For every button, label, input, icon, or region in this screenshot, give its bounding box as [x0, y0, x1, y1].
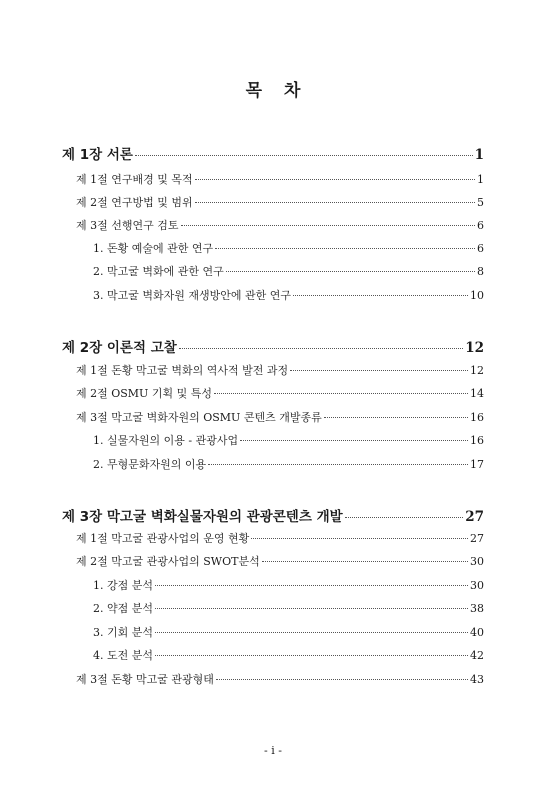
- page-title-char: 목: [245, 81, 262, 101]
- toc-entry-sub[interactable]: [62, 263, 484, 279]
- dot-leader: [240, 433, 468, 444]
- dot-leader: [262, 554, 468, 565]
- dot-leader: [226, 264, 475, 275]
- toc-entry-section[interactable]: [62, 530, 484, 546]
- toc-entry-sub[interactable]: [62, 287, 484, 303]
- toc-entry-sub[interactable]: [62, 624, 484, 640]
- toc-entry-page-number: 8: [477, 265, 484, 278]
- dot-leader: [155, 578, 468, 589]
- toc-entry-label: 1. 돈황 예술에 관한 연구: [93, 242, 214, 255]
- dot-leader: [195, 195, 475, 206]
- toc-entry-sub[interactable]: [62, 600, 484, 616]
- toc-entry-section[interactable]: [62, 362, 484, 378]
- dot-leader: [155, 625, 468, 636]
- toc-entry-page-number: 12: [470, 364, 484, 377]
- toc-entry-chapter[interactable]: [62, 143, 484, 163]
- dot-leader: [251, 531, 468, 542]
- toc-entry-page-number: 10: [470, 289, 484, 302]
- toc-entry-label: 제 3절 막고굴 벽화자원의 OSMU 콘텐츠 개발종류: [76, 411, 322, 424]
- toc-entry-page-number: 16: [470, 434, 484, 447]
- dot-leader: [324, 410, 468, 421]
- toc-entry-page-number: 1: [477, 173, 484, 186]
- page-title-char: 차: [284, 81, 301, 101]
- toc-entry-page-number: 14: [470, 387, 484, 400]
- toc-entry-label: 제 2절 OSMU 기획 및 특성: [76, 387, 212, 400]
- toc-entry-page-number: 40: [470, 626, 484, 639]
- toc-entry-label: 제 3장 막고굴 벽화실물자원의 관광콘텐츠 개발: [62, 509, 343, 525]
- toc-entry-page-number: 6: [477, 219, 484, 232]
- toc-entry-page-number: 43: [470, 673, 484, 686]
- toc-entry-label: 4. 도전 분석: [93, 649, 153, 662]
- toc-entry-label: 제 1절 막고굴 관광사업의 운영 현황: [76, 532, 250, 545]
- page-number-footer: - i -: [264, 744, 282, 757]
- toc-entry-chapter[interactable]: [62, 336, 484, 356]
- toc-entry-label: 제 3절 선행연구 검토: [76, 219, 179, 232]
- toc-entry-page-number: 5: [477, 196, 484, 209]
- dot-leader: [135, 146, 473, 160]
- toc-entry-page-number: 30: [470, 555, 484, 568]
- dot-leader: [215, 241, 475, 252]
- toc-entry-page-number: 16: [470, 411, 484, 424]
- dot-leader: [195, 172, 475, 183]
- toc-entry-page-number: 27: [470, 532, 484, 545]
- page-title: [0, 76, 546, 101]
- toc-entry-label: 제 1절 연구배경 및 목적: [76, 173, 193, 186]
- dot-leader: [345, 508, 464, 522]
- toc-entry-page-number: 42: [470, 649, 484, 662]
- toc-entry-sub[interactable]: [62, 432, 484, 448]
- toc-entry-section[interactable]: [62, 217, 484, 233]
- toc-entry-label: 제 3절 돈황 막고굴 관광형태: [76, 673, 214, 686]
- toc-entry-page-number: 6: [477, 242, 484, 255]
- toc-entry-label: 2. 약점 분석: [93, 602, 153, 615]
- toc-entry-page-number: 1: [474, 147, 484, 163]
- toc-entry-sub[interactable]: [62, 240, 484, 256]
- dot-leader: [155, 648, 468, 659]
- toc-entry-label: 제 2장 이론적 고찰: [62, 340, 177, 356]
- toc-entry-label: 1. 실물자원의 이용 - 관광사업: [93, 434, 239, 447]
- toc-entry-label: 2. 막고굴 벽화에 관한 연구: [93, 265, 224, 278]
- toc-entry-page-number: 17: [470, 458, 484, 471]
- toc-entry-section[interactable]: [62, 171, 484, 187]
- dot-leader: [179, 339, 463, 353]
- toc-entry-label: 제 2절 연구방법 및 범위: [76, 196, 193, 209]
- toc-entry-label: 제 2절 막고굴 관광사업의 SWOT분석: [76, 555, 260, 568]
- toc-entry-label: 제 1절 돈황 막고굴 벽화의 역사적 발전 과정: [76, 364, 289, 377]
- dot-leader: [155, 601, 468, 612]
- toc-entry-sub[interactable]: [62, 647, 484, 663]
- dot-leader: [290, 363, 468, 374]
- toc-entry-section[interactable]: [62, 671, 484, 687]
- toc-entry-label: 3. 기회 분석: [93, 626, 153, 639]
- toc-entry-label: 2. 무형문화자원의 이용: [93, 458, 207, 471]
- toc-entry-sub[interactable]: [62, 456, 484, 472]
- toc-entry-label: 제 1장 서론: [62, 147, 133, 163]
- toc-entry-section[interactable]: [62, 409, 484, 425]
- dot-leader: [216, 672, 468, 683]
- toc-entry-section[interactable]: [62, 194, 484, 210]
- toc-entry-label: 3. 막고굴 벽화자원 재생방안에 관한 연구: [93, 289, 291, 302]
- toc-entry-label: 1. 강점 분석: [93, 579, 153, 592]
- toc-entry-section[interactable]: [62, 385, 484, 401]
- dot-leader: [214, 386, 468, 397]
- toc-entry-page-number: 30: [470, 579, 484, 592]
- toc-entry-page-number: 27: [465, 509, 484, 525]
- dot-leader: [208, 457, 468, 468]
- toc-entry-page-number: 38: [470, 602, 484, 615]
- toc-entry-section[interactable]: [62, 553, 484, 569]
- dot-leader: [293, 288, 468, 299]
- toc-entry-chapter[interactable]: [62, 505, 484, 525]
- dot-leader: [181, 218, 476, 229]
- toc-entry-sub[interactable]: [62, 577, 484, 593]
- toc-entry-page-number: 12: [465, 340, 484, 356]
